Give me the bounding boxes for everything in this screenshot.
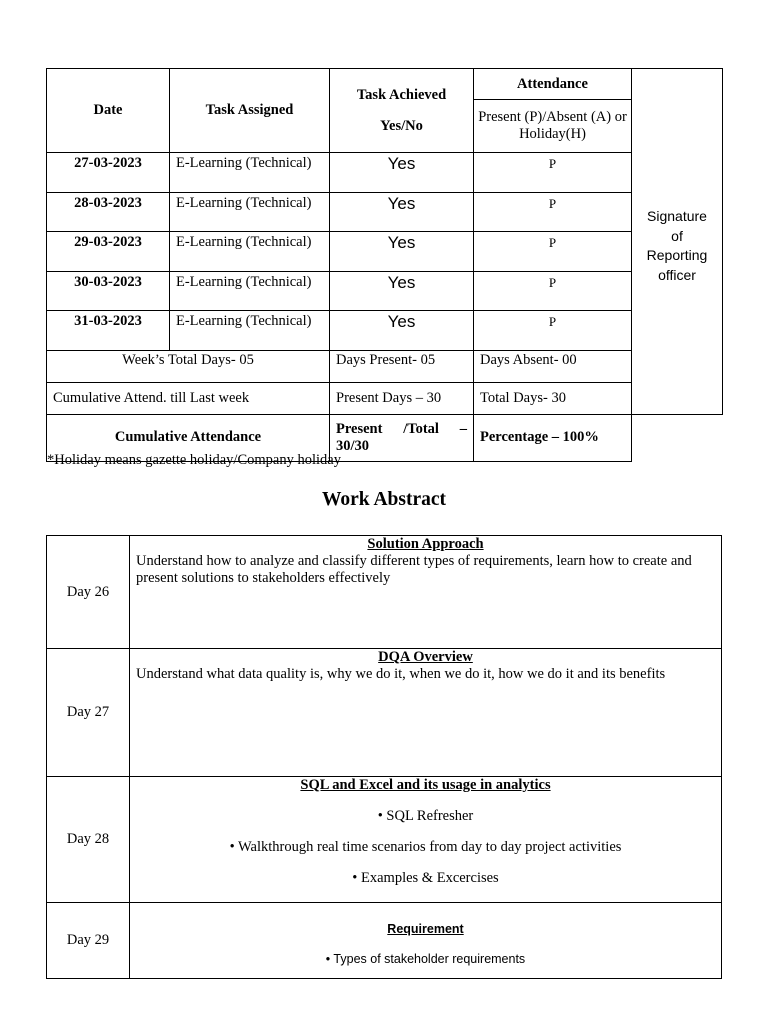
day-content: [130, 903, 722, 979]
status-cell: P: [474, 311, 632, 351]
task-cell: E-Learning (Technical): [170, 311, 330, 351]
table-row: [47, 153, 723, 193]
status-cell: P: [474, 192, 632, 232]
task-cell: E-Learning (Technical): [170, 271, 330, 311]
day-content: [130, 536, 722, 649]
signature-line: officer: [658, 266, 696, 283]
present-label: Present: [336, 420, 383, 437]
day-label: Day 27: [47, 649, 130, 777]
table-row: [47, 649, 722, 777]
work-abstract-title: Work Abstract: [321, 489, 447, 510]
task-cell: E-Learning (Technical): [170, 192, 330, 232]
cumulative-till-last-week: Cumulative Attend. till Last week: [47, 382, 330, 414]
header-attendance-sub: Present (P)/Absent (A) or Holiday(H): [474, 100, 632, 153]
table-row: [47, 192, 723, 232]
achieved-cell: Yes: [330, 192, 474, 232]
achieved-cell: Yes: [330, 232, 474, 272]
achieved-cell: Yes: [330, 271, 474, 311]
date-cell: 29-03-2023: [47, 232, 170, 272]
day-description: Understand what data quality is, why we do it, when we do it, how we do it and its benefits: [136, 666, 666, 682]
days-present: Days Present- 05: [330, 350, 474, 382]
achieved-cell: Yes: [330, 311, 474, 351]
present-total-cell: [330, 414, 474, 461]
percentage: Percentage – 100%: [474, 414, 632, 461]
day-description: Understand how to analyze and classify different types of requirements, learn how to create and present solutions to stakeholders effectively: [136, 553, 692, 586]
bullet-item: • SQL Refresher: [377, 808, 474, 824]
table-row: [47, 311, 723, 351]
signature-line: Reporting: [646, 247, 708, 264]
table-row: [47, 903, 722, 979]
status-cell: P: [474, 271, 632, 311]
date-cell: 30-03-2023: [47, 271, 170, 311]
day-content: [130, 649, 722, 777]
date-cell: 27-03-2023: [47, 153, 170, 193]
present-total-value: 30/30: [336, 437, 370, 454]
status-cell: P: [474, 153, 632, 193]
total-days: Total Days- 30: [474, 382, 632, 414]
attendance-table: [46, 68, 723, 462]
day-heading: DQA Overview: [378, 649, 473, 665]
day-label: Day 29: [47, 903, 130, 979]
header-date: Date: [47, 69, 170, 153]
day-heading: Solution Approach: [367, 536, 484, 552]
table-row: [47, 536, 722, 649]
table-row: [47, 777, 722, 903]
bullet-item: • Examples & Excercises: [352, 870, 499, 886]
task-cell: E-Learning (Technical): [170, 153, 330, 193]
weeks-total-days: Week’s Total Days- 05: [47, 350, 330, 382]
bullet-item: • Walkthrough real time scenarios from day to day project activities: [229, 839, 622, 855]
header-task-assigned: Task Assigned: [170, 69, 330, 153]
table-row: [47, 271, 723, 311]
date-cell: 31-03-2023: [47, 311, 170, 351]
signature-line: Signature: [647, 208, 707, 225]
summary-row-week: [47, 350, 723, 382]
signature-cell: [632, 69, 723, 415]
holiday-note: *Holiday means gazette holiday/Company holiday: [47, 452, 341, 468]
present-total-line: [336, 421, 467, 438]
header-task-achieved-line2: Yes/No: [380, 117, 423, 134]
days-absent: Days Absent- 00: [474, 350, 632, 382]
cumulative-attendance: Cumulative Attendance: [47, 414, 330, 461]
day-label: Day 26: [47, 536, 130, 649]
date-cell: 28-03-2023: [47, 192, 170, 232]
task-cell: E-Learning (Technical): [170, 232, 330, 272]
header-attendance: Attendance: [474, 69, 632, 100]
signature-line: of: [671, 227, 683, 244]
day-heading: SQL and Excel and its usage in analytics: [300, 777, 551, 793]
summary-row-cumulative: [47, 382, 723, 414]
day-label: Day 28: [47, 777, 130, 903]
status-cell: P: [474, 232, 632, 272]
work-abstract-table: [46, 535, 722, 979]
header-task-achieved: [330, 69, 474, 153]
bullet-item: • Types of stakeholder requirements: [325, 952, 526, 966]
dash-label: –: [459, 420, 467, 437]
table-row: [47, 232, 723, 272]
total-label: /Total: [403, 420, 439, 437]
achieved-cell: Yes: [330, 153, 474, 193]
present-days: Present Days – 30: [330, 382, 474, 414]
header-task-achieved-line1: Task Achieved: [356, 86, 447, 103]
day-content: [130, 777, 722, 903]
day-heading: Requirement: [387, 922, 464, 936]
